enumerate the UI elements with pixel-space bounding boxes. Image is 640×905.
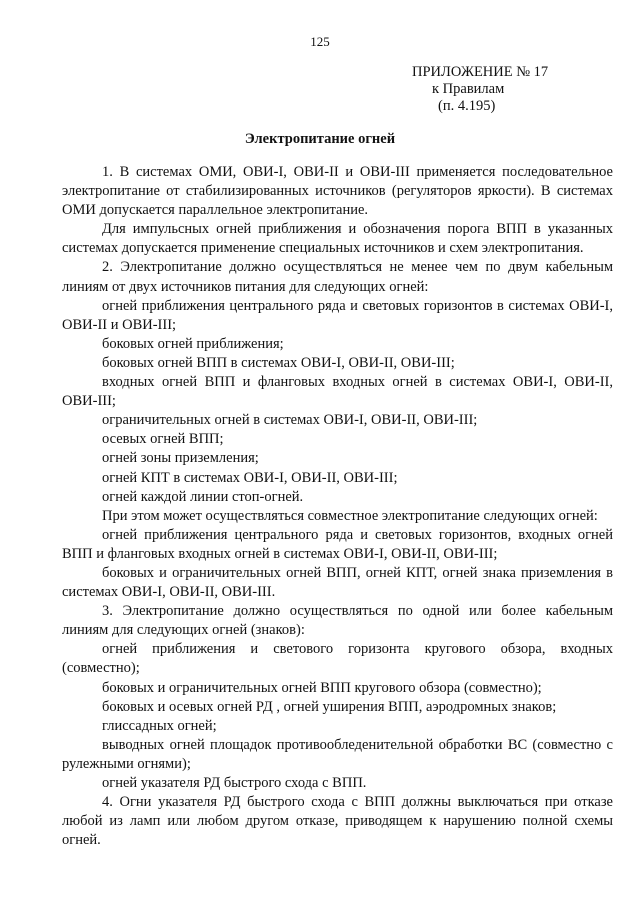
paragraph: боковых и ограничительных огней ВПП кругового обзора (совместно); (102, 679, 542, 696)
paragraph: 3. Электропитание должно осуществляться по одной или более кабельным линиям для следующих огней (знаков): (62, 603, 613, 639)
appendix-clause-ref: (п. 4.195) (438, 98, 496, 114)
paragraph: огней приближения центрального ряда и световых горизонтов, входных огней ВПП и фланговых входных огней в системах ОВИ-I, ОВИ-II, ОВИ-III; (62, 526, 613, 562)
paragraph: огней указателя РД быстрого схода с ВПП. (102, 775, 367, 791)
paragraph: огней приближения и светового горизонта кругового обзора, входных (совместно); (62, 641, 613, 677)
paragraph: выводных огней площадок противообледенительной обработки ВС (совместно с рулежными огнями); (62, 736, 613, 772)
document-body (62, 163, 613, 850)
paragraph: боковых и осевых огней РД , огней уширения ВПП, аэродромных знаков; (102, 698, 557, 715)
paragraph: огней каждой линии стоп-огней. (102, 488, 304, 505)
paragraph: 1. В системах ОМИ, ОВИ-I, ОВИ-II и ОВИ-III применяется последовательное электропитание от стабилизированных источников (регуляторов яркости). В системах ОМИ допускается параллельное электропитание. (62, 164, 613, 219)
paragraph: Для импульсных огней приближения и обозначения порога ВПП в указанных системах допускается применение специальных источников и схем электропитания. (62, 221, 613, 257)
document-title: Электропитание огней (244, 131, 396, 147)
paragraph: огней КПТ в системах ОВИ-I, ОВИ-II, ОВИ-III; (102, 469, 398, 486)
page-number: 125 (310, 34, 330, 49)
paragraph: огней приближения центрального ряда и световых горизонтов в системах ОВИ-I, ОВИ-II и ОВИ-III; (62, 297, 613, 333)
paragraph: При этом может осуществляться совместное электропитание следующих огней: (102, 507, 598, 524)
paragraph: 2. Электропитание должно осуществляться не менее чем по двум кабельным линиям от двух источников питания для следующих огней: (62, 259, 613, 295)
paragraph: боковых огней ВПП в системах ОВИ-I, ОВИ-II, ОВИ-III; (102, 354, 455, 371)
paragraph: входных огней ВПП и фланговых входных огней в системах ОВИ-I, ОВИ-II, ОВИ-III; (62, 374, 613, 410)
paragraph: осевых огней ВПП; (102, 431, 224, 448)
appendix-header (412, 64, 548, 115)
paragraph: боковых огней приближения; (102, 335, 284, 352)
paragraph: глиссадных огней; (102, 717, 217, 734)
paragraph: ограничительных огней в системах ОВИ-I, ОВИ-II, ОВИ-III; (102, 412, 478, 429)
appendix-rules-ref: к Правилам (432, 81, 505, 97)
paragraph: огней зоны приземления; (102, 450, 259, 467)
paragraph: 4. Огни указателя РД быстрого схода с ВПП должны выключаться при отказе любой из ламп или любом другом отказе, приводящем к нарушению полной схемы огней. (62, 794, 613, 849)
paragraph: боковых и ограничительных огней ВПП, огней КПТ, огней знака приземления в системах ОВИ-I, ОВИ-II, ОВИ-III. (62, 564, 613, 601)
appendix-number: ПРИЛОЖЕНИЕ № 17 (412, 64, 549, 80)
